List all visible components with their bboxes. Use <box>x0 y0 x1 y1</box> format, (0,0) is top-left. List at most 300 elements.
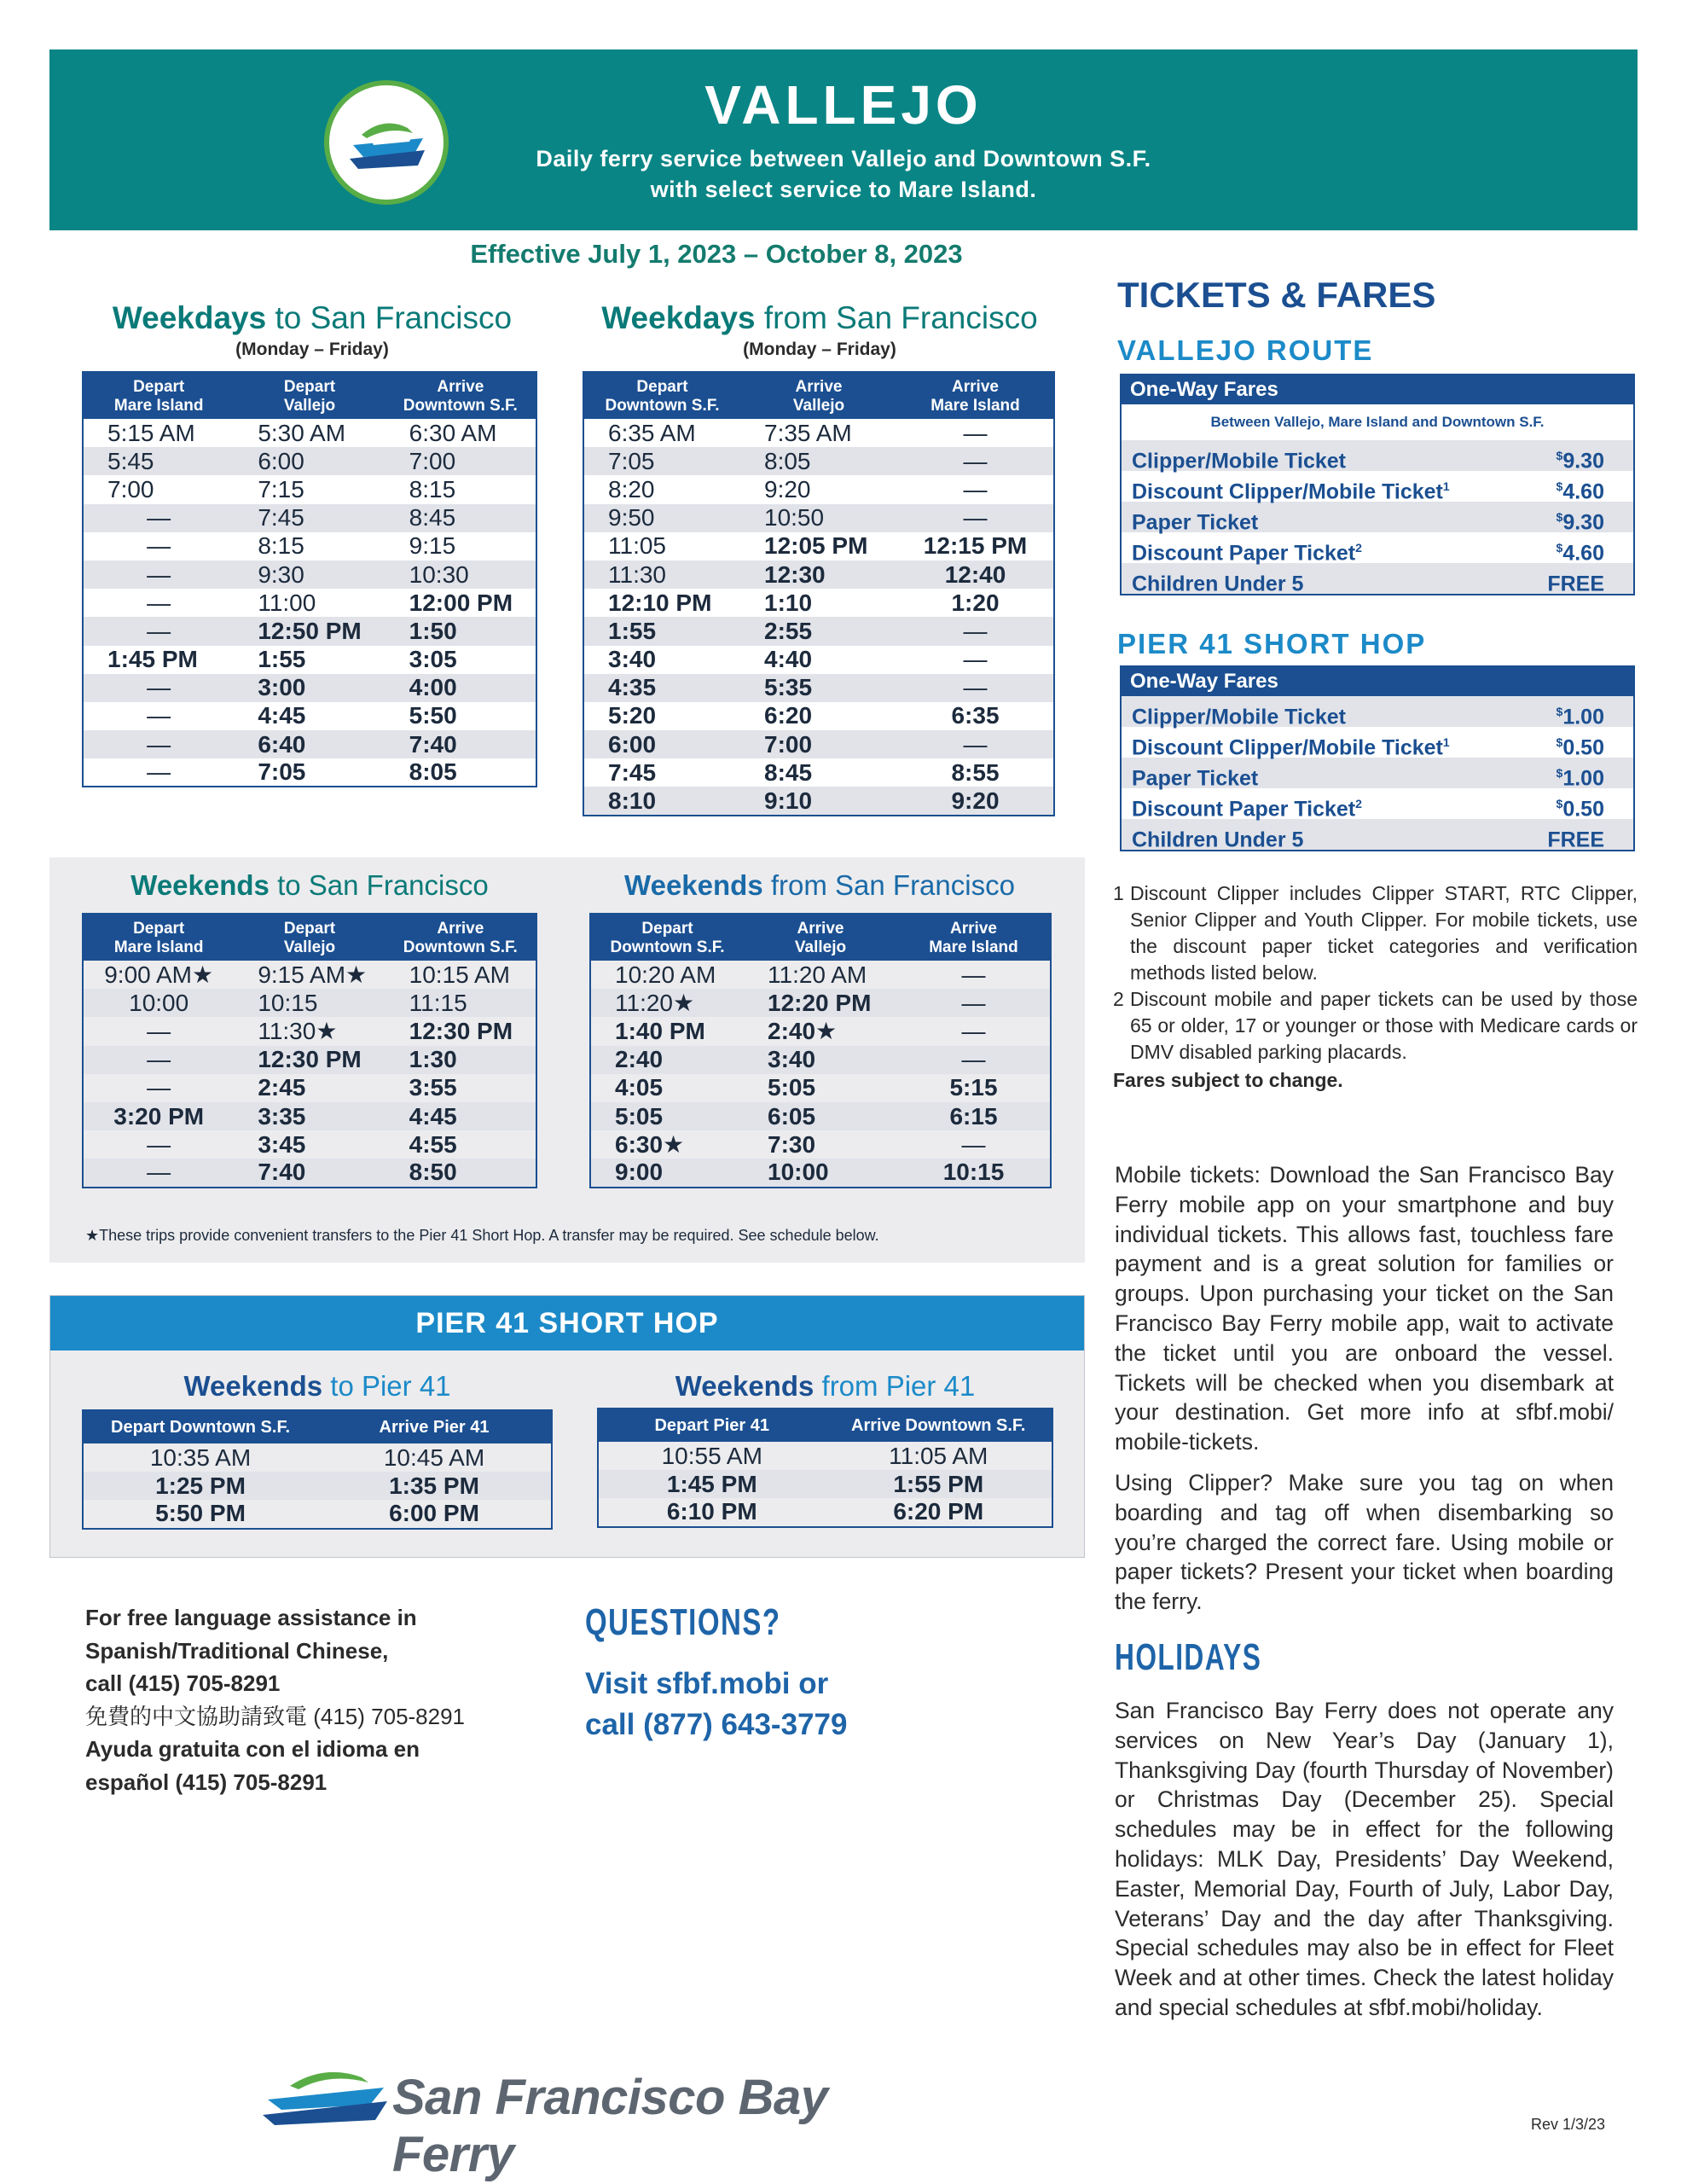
schedule-cell: — <box>961 1130 986 1158</box>
lang-line: Spanish/Traditional Chinese, <box>85 1637 389 1664</box>
schedule-cell: 8:15 <box>258 532 304 560</box>
schedule-cell: — <box>897 447 1054 475</box>
fare-label-text: Discount Clipper/Mobile Ticket <box>1132 479 1443 504</box>
note-1 <box>1113 880 1638 986</box>
schedule-cell: 1:55 <box>583 617 740 645</box>
brand-name: San Francisco Bay Ferry <box>392 2070 828 2182</box>
currency-symbol: $ <box>1556 735 1563 749</box>
fare-label <box>1132 440 1346 471</box>
fare-row <box>1122 758 1633 791</box>
schedule-cell: 12:05 PM <box>764 532 868 560</box>
column-header-line: Mare Island <box>930 397 1020 415</box>
column-header <box>583 372 740 419</box>
schedule-cell: 3:05 <box>409 646 457 673</box>
language-assistance <box>85 1601 465 1798</box>
holidays-text: San Francisco Bay Ferry does not operate any services on New Year’s Day (January 1), Thanksgiving Day (fourth Thursday of November) or Christmas Day (December 25). Special schedules may be in effect for the following holidays: MLK Day, Presidents’ Day Weekend, Easter, Memorial Day, Fourth of July, Labor Day, Veterans’ Day and the day after Thanksgiving. Special schedules may also be in effect for Fleet Week and at other times. Check the latest holiday and special schedules at sfbf.mobi/holiday. <box>1115 1698 1614 2020</box>
fare-label <box>1132 758 1259 791</box>
schedule-cell: 1:30 <box>386 1046 536 1074</box>
column-header-line: Depart <box>636 378 688 396</box>
schedule-cell: 4:00 <box>386 674 536 702</box>
table-row <box>83 1500 552 1528</box>
column-header-line: Downtown S.F. <box>403 938 518 956</box>
lang-phone: call (415) 705-8291 <box>85 1670 281 1696</box>
schedule-cell: 11:20★ <box>590 989 744 1017</box>
schedule-cell: 10:00 <box>744 1159 897 1187</box>
fare-label-text: Clipper/Mobile Ticket <box>1132 705 1346 729</box>
schedule-cell: 6:10 PM <box>666 1498 757 1525</box>
schedule-cell: 9:00 AM★ <box>104 961 214 989</box>
title-bold: Weekends <box>624 869 763 901</box>
table-header-row <box>83 914 536 961</box>
column-header-line: Mare Island <box>929 938 1018 956</box>
schedule-cell: 10:00 <box>83 989 234 1017</box>
schedule-cell: 5:50 <box>409 702 457 729</box>
schedule-cell: 7:35 AM <box>764 419 852 446</box>
table-header-row <box>83 1410 552 1443</box>
holidays-heading: HOLIDAYS <box>1115 1636 1262 1678</box>
price-value: 0.50 <box>1562 797 1604 822</box>
column-header <box>234 914 385 961</box>
fare-price <box>1557 727 1604 758</box>
fare-row <box>1122 819 1633 850</box>
fare-label-text: Clipper/Mobile Ticket <box>1132 449 1346 473</box>
column-header-line: Downtown S.F. <box>605 397 720 415</box>
schedule-cell: 7:05 <box>583 447 740 475</box>
column-header-line: Arrive <box>437 378 484 396</box>
column-header-line: Downtown S.F. <box>610 938 725 956</box>
title-rest: from Pier 41 <box>814 1370 976 1402</box>
table-row <box>583 787 1054 815</box>
pier41-fare-list <box>1122 696 1633 850</box>
vallejo-fare-list <box>1122 440 1633 594</box>
price-value: 1.00 <box>1562 766 1604 791</box>
schedule-cell: 7:45 <box>234 504 385 532</box>
fare-row <box>1122 788 1633 822</box>
fare-row <box>1122 440 1633 471</box>
table-row <box>590 1159 1051 1187</box>
weekdays-to-sf-table <box>82 371 537 787</box>
column-header <box>234 372 385 419</box>
table-header-row <box>598 1409 1052 1442</box>
fare-row <box>1122 696 1633 727</box>
table-row <box>83 1046 536 1074</box>
lang-chinese: 免費的中文協助請致電 (415) 705-8291 <box>85 1703 466 1729</box>
schedule-cell: — <box>83 674 234 702</box>
column-header <box>897 914 1051 961</box>
schedule-cell: 6:20 PM <box>893 1498 984 1525</box>
fare-price <box>1547 819 1604 850</box>
schedule-cell: 12:50 PM <box>234 617 385 645</box>
weekends-to-sf-title <box>82 869 537 902</box>
table-row <box>83 730 536 758</box>
currency-symbol: $ <box>1556 766 1563 780</box>
table-row <box>83 758 536 787</box>
schedule-cell: 7:00 <box>386 447 536 475</box>
table-row <box>583 702 1054 730</box>
note-number: 2 <box>1113 988 1124 1010</box>
schedule-cell: 7:05 <box>258 758 306 786</box>
fare-price <box>1557 471 1604 502</box>
schedule-cell: 7:00 <box>740 730 897 758</box>
weekends-from-sf-table <box>589 913 1052 1188</box>
schedule-cell: — <box>83 561 234 589</box>
column-header-line: Mare Island <box>113 938 204 956</box>
schedule-cell: 9:15 AM★ <box>258 961 368 989</box>
table-row <box>83 532 536 561</box>
schedule-cell: 11:30 <box>583 561 740 589</box>
schedule-cell: 8:45 <box>386 504 536 532</box>
note-text: Discount mobile and paper tickets can be used by those 65 or older, 17 or younger or those with Medicare cards or DMV disabled parking placards. <box>1130 988 1638 1063</box>
fare-row <box>1122 471 1633 502</box>
schedule-cell: 3:40 <box>744 1046 897 1074</box>
subtitle-line: Daily ferry service between Vallejo and Downtown S.F. <box>536 146 1151 171</box>
schedule-cell: 4:35 <box>583 674 740 702</box>
schedule-cell: 7:40 <box>234 1159 385 1187</box>
schedule-cell: 9:20 <box>897 787 1054 815</box>
schedule-cell: 3:45 <box>258 1130 306 1158</box>
schedule-cell: 1:35 PM <box>317 1472 552 1500</box>
schedule-cell: 8:50 <box>386 1159 536 1187</box>
column-header-line: Depart <box>283 920 336 938</box>
schedule-cell: 7:40 <box>386 730 536 758</box>
lang-line: For free language assistance in <box>85 1605 417 1630</box>
schedule-cell: 1:45 PM <box>598 1470 826 1498</box>
schedule-cell: — <box>147 1074 171 1101</box>
fare-row <box>1122 502 1633 535</box>
schedule-cell: — <box>147 1130 171 1158</box>
note-text: Discount Clipper includes Clipper START, RTC Clipper, Senior Clipper and Youth Clipper. For mobile tickets, use the discount paper ticket categories and verification methods listed below. <box>1130 882 1638 984</box>
schedule-cell: — <box>147 758 171 786</box>
schedule-cell: 5:05 <box>590 1102 744 1130</box>
table-row <box>83 702 536 730</box>
vallejo-fares-box <box>1120 374 1635 595</box>
fare-label <box>1132 502 1259 535</box>
schedule-cell: — <box>897 989 1051 1017</box>
schedule-cell: 1:55 PM <box>826 1470 1053 1498</box>
title-bold: Weekdays <box>112 300 267 335</box>
column-header <box>744 914 897 961</box>
fare-notes <box>1113 880 1638 1094</box>
weekends-from-pier41-title <box>597 1370 1053 1403</box>
table-row <box>590 961 1051 989</box>
schedule-cell: 1:20 <box>951 589 1000 616</box>
weekends-to-pier41-table <box>82 1409 553 1530</box>
price-value: 1.00 <box>1562 705 1604 729</box>
schedule-cell: — <box>147 532 171 560</box>
note-2 <box>1113 986 1638 1066</box>
questions-heading: QUESTIONS? <box>585 1601 781 1643</box>
weekdays-to-sf-subtitle: (Monday – Friday) <box>235 340 389 359</box>
schedule-cell: — <box>963 646 988 673</box>
schedule-cell: 2:40★ <box>768 1018 838 1045</box>
currency-symbol: $ <box>1556 449 1563 462</box>
schedule-cell: 12:30 PM <box>409 1017 513 1044</box>
price-value: 4.60 <box>1562 541 1604 566</box>
price-value: 9.30 <box>1562 510 1604 535</box>
schedule-cell: 12:30 PM <box>234 1046 385 1074</box>
table-row <box>590 989 1051 1017</box>
schedule-cell: 4:40 <box>764 646 813 673</box>
fare-price <box>1556 758 1604 791</box>
column-header-line: Arrive <box>795 378 843 396</box>
schedule-cell: 9:30 <box>234 561 385 589</box>
column-header <box>897 372 1054 419</box>
schedule-cell: 10:30 <box>386 561 536 589</box>
one-way-fares-header: One-Way Fares <box>1122 667 1633 696</box>
table-row <box>83 674 536 702</box>
table-row <box>598 1498 1052 1526</box>
schedule-cell: 6:15 <box>897 1102 1051 1130</box>
weekends-from-sf-title <box>589 869 1050 902</box>
schedule-cell: 12:40 <box>897 561 1054 589</box>
schedule-cell: 11:15 <box>386 989 536 1017</box>
schedule-cell: 6:35 <box>951 702 1000 729</box>
fare-label-text: Paper Ticket <box>1132 766 1259 791</box>
column-header-line: Depart <box>641 920 693 938</box>
column-header-line: Depart <box>133 378 185 396</box>
price-value: 4.60 <box>1562 479 1604 504</box>
column-header-line: Downtown S.F. <box>403 397 518 415</box>
fare-price <box>1557 696 1604 727</box>
table-header-row <box>590 914 1051 961</box>
fare-price <box>1557 440 1604 471</box>
table-row <box>83 989 536 1017</box>
fare-label <box>1132 727 1450 758</box>
mobile-tickets-text: Mobile tickets: Download the San Francisco Bay Ferry mobile app on your smartphone and buy individual tickets. This allows fast, touchless fare payment and is a great solution for families or groups. Upon purchasing your ticket on the San Francisco Bay Ferry mobile app, wait to activate the ticket until you are onboard the vessel. Tickets will be checked when you disembark at your destination. Get more info at sfbf.mobi/ mobile-tickets. <box>1115 1162 1614 1455</box>
schedule-cell: 11:00 <box>258 589 316 616</box>
schedule-cell: — <box>83 1159 234 1187</box>
schedule-cell: 6:30★ <box>615 1131 685 1159</box>
column-header-line: Vallejo <box>283 938 336 956</box>
fares-subject-to-change: Fares subject to change. <box>1113 1069 1343 1091</box>
fare-row <box>1122 727 1633 758</box>
subtitle-line: with select service to Mare Island. <box>650 177 1037 202</box>
table-row <box>83 475 536 503</box>
schedule-cell: 1:10 <box>764 589 813 616</box>
table-row <box>583 646 1054 674</box>
questions-contact <box>585 1664 847 1745</box>
fare-label-text: Discount Clipper/Mobile Ticket <box>1132 735 1443 760</box>
fare-label <box>1132 471 1450 502</box>
table-row <box>583 419 1054 447</box>
schedule-cell: 6:00 PM <box>389 1500 479 1527</box>
schedule-cell: 1:45 PM <box>107 646 198 673</box>
revision-date: Rev 1/3/23 <box>1531 2116 1606 2133</box>
schedule-cell: 8:15 <box>409 475 456 502</box>
effective-text: Effective July 1, 2023 – October 8, 2023 <box>470 239 963 269</box>
weekdays-from-sf-subtitle: (Monday – Friday) <box>743 340 896 359</box>
table-row <box>83 1074 536 1102</box>
schedule-cell: 1:40 PM <box>615 1017 705 1044</box>
schedule-cell: 7:15 <box>258 475 304 502</box>
schedule-cell: 3:55 <box>409 1074 457 1101</box>
currency-symbol: $ <box>1556 510 1563 524</box>
schedule-cell: 4:55 <box>409 1130 457 1158</box>
column-header: Depart Pier 41 <box>598 1409 826 1442</box>
schedule-cell: 10:15 <box>234 989 385 1017</box>
schedule-cell: 3:20 PM <box>83 1102 234 1130</box>
schedule-cell: 3:35 <box>234 1102 385 1130</box>
questions-website[interactable]: Visit sfbf.mobi or <box>585 1667 829 1700</box>
fare-price <box>1556 788 1604 822</box>
fare-footnote-ref: 2 <box>1355 541 1362 555</box>
schedule-cell: 5:05 <box>768 1074 816 1101</box>
questions-phone[interactable]: call (877) 643-3779 <box>585 1708 848 1741</box>
table-row <box>598 1442 1052 1470</box>
page-subtitle <box>49 143 1638 205</box>
transfer-footnote: ★These trips provide convenient transfers to the Pier 41 Short Hop. A transfer may be required. See schedule below. <box>85 1227 879 1244</box>
fare-label-text: Paper Ticket <box>1132 510 1259 535</box>
title-bold: Weekends <box>675 1370 815 1402</box>
schedule-cell: 6:00 <box>234 447 385 475</box>
tickets-fares-heading: TICKETS & FARES <box>1117 275 1436 315</box>
schedule-cell: 11:05 AM <box>889 1442 988 1469</box>
table-row <box>598 1470 1052 1498</box>
table-row <box>83 561 536 589</box>
schedule-cell: 9:50 <box>583 504 740 532</box>
schedule-cell: 11:20 AM <box>768 961 867 988</box>
schedule-cell: — <box>83 730 234 758</box>
table-row <box>583 561 1054 589</box>
table-row <box>583 758 1054 787</box>
schedule-cell: 8:05 <box>740 447 897 475</box>
schedule-cell: — <box>897 617 1054 645</box>
pier41-heading: PIER 41 SHORT HOP <box>50 1296 1084 1350</box>
table-row <box>583 447 1054 475</box>
price-value: 0.50 <box>1562 735 1604 760</box>
column-header-line: Arrive <box>950 920 997 938</box>
fare-label <box>1132 563 1303 594</box>
fare-row <box>1122 563 1633 594</box>
column-header-line: Vallejo <box>283 397 336 415</box>
table-row <box>83 589 536 617</box>
schedule-cell: 2:45 <box>258 1074 306 1101</box>
column-header-line: Mare Island <box>113 397 204 415</box>
table-row <box>583 504 1054 532</box>
schedule-cell: 10:15 AM <box>409 961 510 988</box>
schedule-cell: 7:30 <box>768 1130 816 1158</box>
schedule-cell: 7:00 <box>107 475 154 502</box>
schedule-cell: 8:55 <box>951 758 1000 786</box>
fare-footnote-ref: 2 <box>1355 797 1362 810</box>
schedule-cell: 12:00 PM <box>409 589 513 616</box>
schedule-cell: 6:00 <box>583 730 740 758</box>
currency-symbol: $ <box>1556 479 1563 493</box>
schedule-cell: 6:30 AM <box>409 419 497 446</box>
schedule-cell: 4:05 <box>615 1074 664 1101</box>
column-header <box>590 914 744 961</box>
schedule-cell: — <box>147 589 171 616</box>
fare-label-text: Discount Paper Ticket <box>1132 797 1356 822</box>
schedule-cell: 3:40 <box>608 646 657 673</box>
vallejo-route-heading: VALLEJO ROUTE <box>1117 334 1374 366</box>
schedule-cell: 10:35 AM <box>149 1443 252 1471</box>
weekends-to-sf-table <box>82 913 537 1188</box>
schedule-cell: 8:05 <box>409 758 457 786</box>
pier41-route-heading: PIER 41 SHORT HOP <box>1117 628 1427 659</box>
title-rest: to San Francisco <box>269 869 489 901</box>
table-row <box>83 447 536 475</box>
table-row <box>583 589 1054 617</box>
schedule-cell: 10:15 <box>897 1159 1051 1187</box>
table-row <box>83 1130 536 1159</box>
table-row <box>590 1046 1051 1074</box>
currency-symbol: $ <box>1556 705 1563 718</box>
table-row <box>83 617 536 645</box>
schedule-cell: 8:20 <box>608 475 655 502</box>
table-row <box>583 730 1054 758</box>
table-row <box>83 1472 552 1500</box>
currency-symbol: $ <box>1556 797 1563 810</box>
lang-line: español (415) 705-8291 <box>85 1769 328 1795</box>
column-header-line: Arrive <box>797 920 844 938</box>
schedule-cell: — <box>83 504 234 532</box>
table-header-row <box>583 372 1054 419</box>
schedule-cell: 12:15 PM <box>923 532 1028 560</box>
weekends-from-pier41-table <box>597 1408 1053 1528</box>
price-value: 9.30 <box>1562 449 1604 473</box>
table-row <box>583 475 1054 503</box>
fare-label-text: Children Under 5 <box>1132 572 1304 596</box>
clipper-text: Using Clipper? Make sure you tag on when boarding and tag off when disembarking so you’re charged the correct fare. Using mobile or paper tickets? Present your ticket when boarding the ferry. <box>1115 1470 1614 1615</box>
schedule-cell: 9:15 <box>409 532 456 560</box>
column-header-line: Depart <box>283 378 336 396</box>
schedule-cell: — <box>897 1046 1051 1074</box>
fare-price <box>1556 502 1604 535</box>
ferry-brand-icon <box>256 2060 392 2129</box>
table-row <box>83 419 536 447</box>
schedule-cell: 1:55 <box>258 646 306 673</box>
schedule-cell: — <box>961 1017 986 1044</box>
schedule-cell: 3:00 <box>234 674 385 702</box>
schedule-cell: 10:50 <box>740 504 897 532</box>
column-header-line: Vallejo <box>794 938 847 956</box>
page-title: VALLEJO <box>704 74 983 136</box>
table-row <box>83 961 536 989</box>
header-banner <box>49 49 1638 230</box>
schedule-cell: — <box>963 475 988 502</box>
schedule-cell: 10:55 AM <box>661 1442 762 1469</box>
table-row <box>583 617 1054 645</box>
column-header <box>386 914 536 961</box>
schedule-cell: 5:50 PM <box>155 1500 246 1527</box>
table-row <box>83 1159 536 1187</box>
table-row <box>590 1074 1051 1102</box>
fare-footnote-ref: 1 <box>1442 735 1450 749</box>
title-bold: Weekdays <box>601 300 756 335</box>
fare-price <box>1547 563 1604 594</box>
schedule-cell: 4:45 <box>258 702 306 729</box>
table-row <box>83 1102 536 1130</box>
schedule-cell: 5:20 <box>608 702 657 729</box>
fare-price <box>1556 532 1604 566</box>
schedule-cell: 7:45 <box>608 758 657 786</box>
column-header: Depart Downtown S.F. <box>83 1410 317 1443</box>
schedule-cell: 1:50 <box>386 617 536 645</box>
schedule-cell: 10:45 AM <box>383 1443 485 1471</box>
title-bold: Weekends <box>130 869 270 901</box>
lang-line: Ayuda gratuita con el idioma en <box>85 1736 420 1762</box>
table-row <box>83 504 536 532</box>
schedule-cell: 5:15 AM <box>107 419 195 446</box>
title-rest: to San Francisco <box>266 300 513 335</box>
schedule-cell: 6:40 <box>234 730 385 758</box>
table-row <box>590 1102 1051 1130</box>
schedule-cell: 11:30★ <box>258 1018 338 1045</box>
column-header-line: Arrive <box>437 920 484 938</box>
schedule-cell: 12:10 PM <box>608 589 712 616</box>
column-header <box>740 372 897 419</box>
